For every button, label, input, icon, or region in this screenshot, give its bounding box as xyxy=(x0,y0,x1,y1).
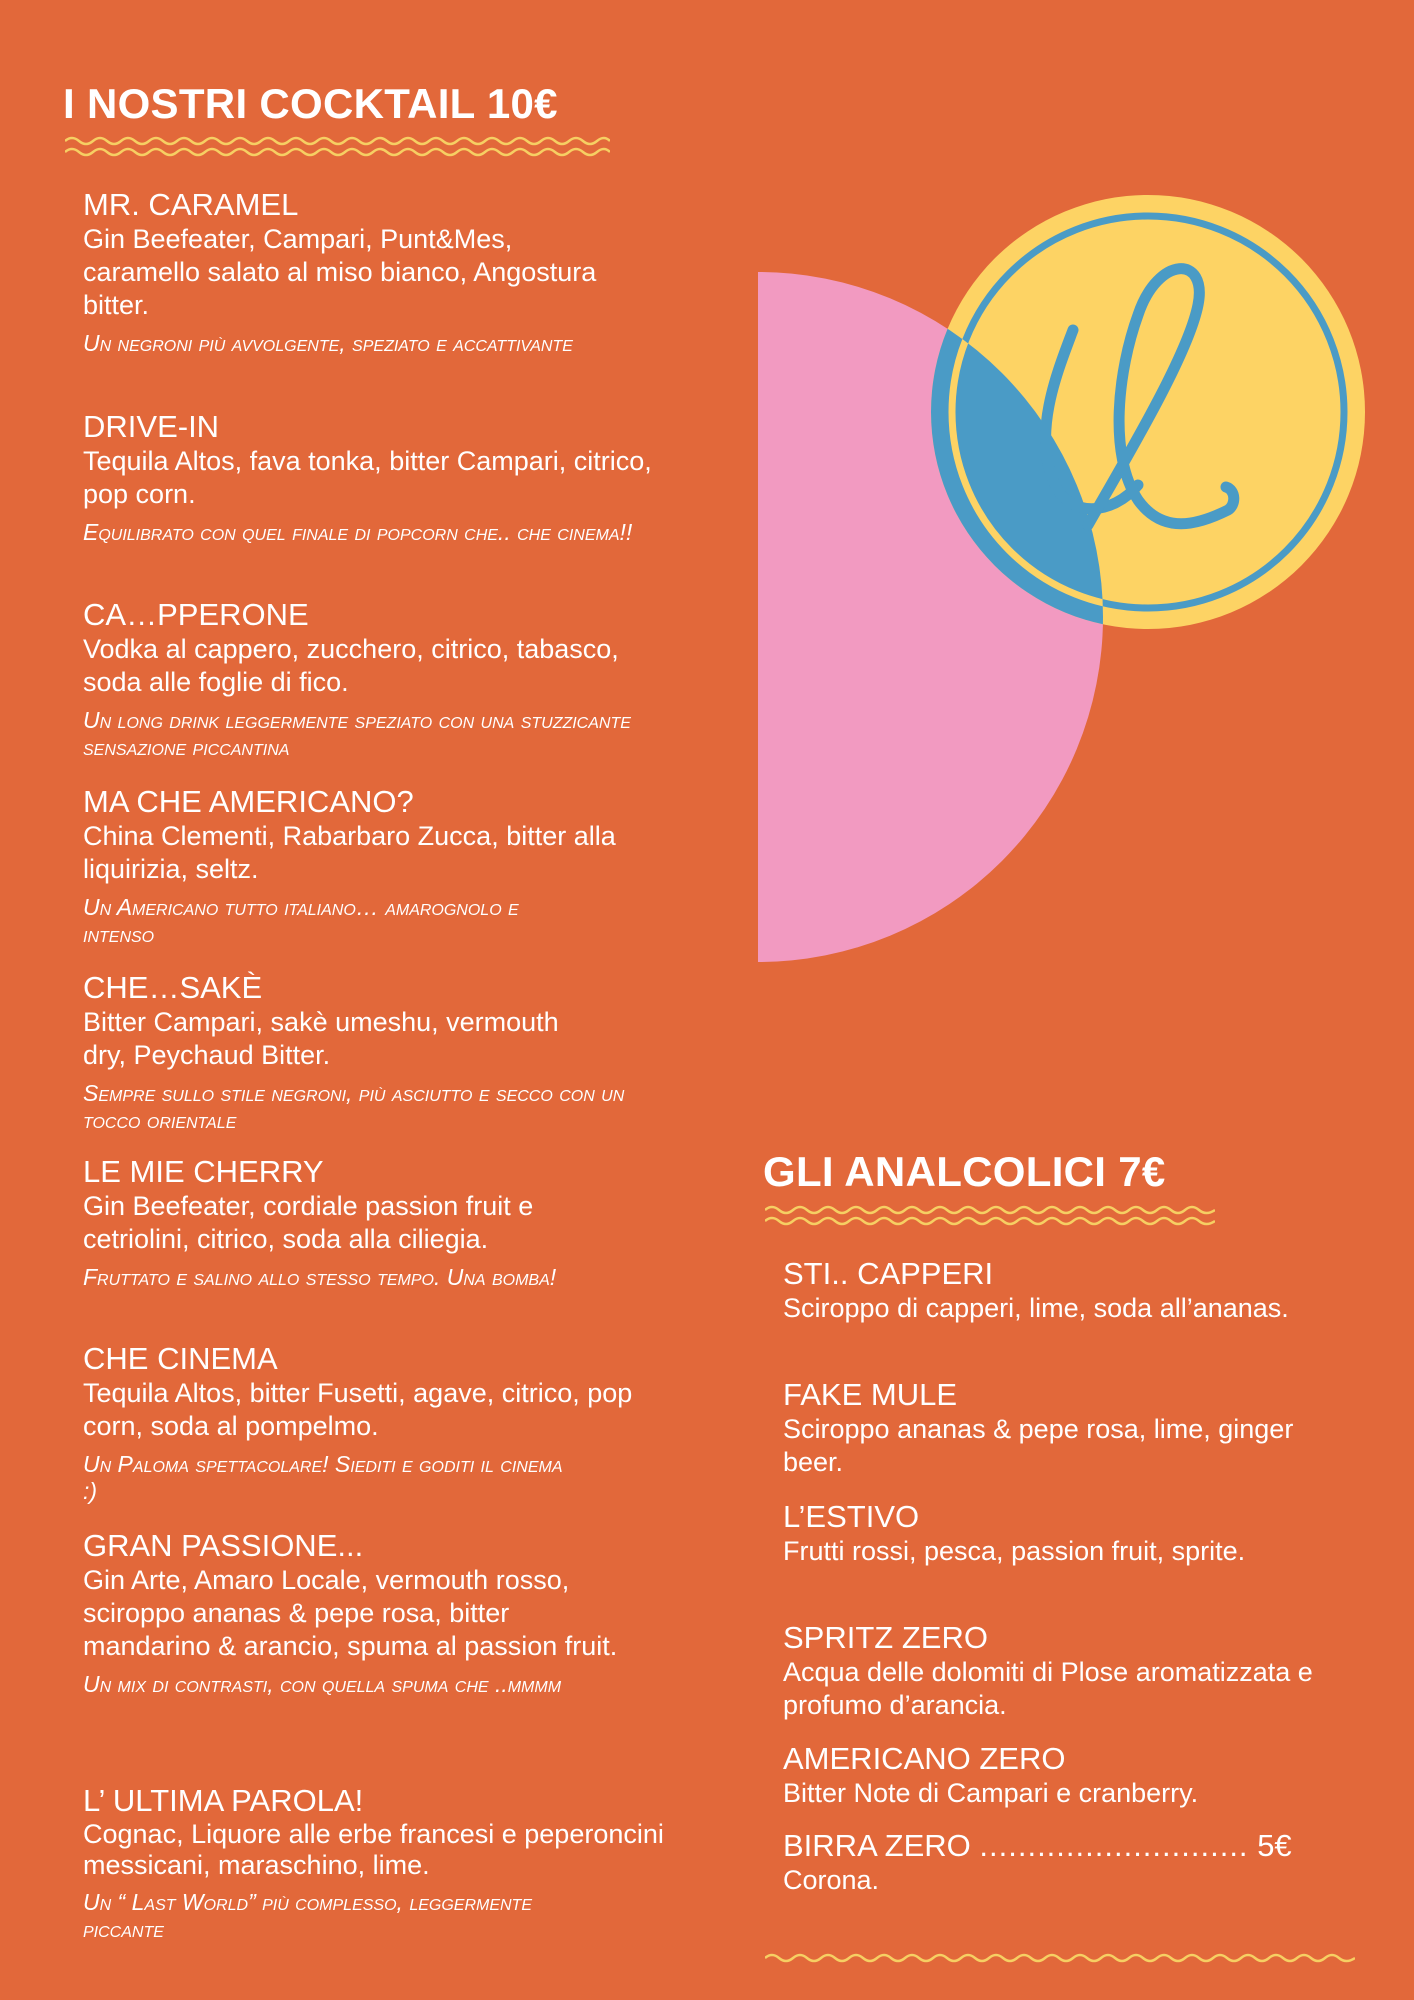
cocktail-description: Un Paloma spettacolare! Siediti e goditi il cinema :) xyxy=(83,1451,563,1504)
analcolico-item xyxy=(783,1828,1363,1897)
analcolico-ingredients: Sciroppo ananas & pepe rosa, lime, ginger beer. xyxy=(783,1414,1294,1477)
cocktail-ingredients: Gin Beefeater, cordiale passion fruit e cetriolini, citrico, soda alla ciliegia. xyxy=(83,1191,534,1254)
cocktail-description: Sempre sullo stile negroni, più asciutto e secco con un tocco orientale xyxy=(83,1080,625,1133)
cocktail-item xyxy=(83,187,683,357)
cocktail-description: Un long drink leggermente speziato con una stuzzicante sensazione piccantina xyxy=(83,707,631,760)
analcolico-name: STI.. CAPPERI xyxy=(783,1256,994,1291)
cocktail-name: DRIVE-IN xyxy=(83,409,220,444)
cocktail-item xyxy=(83,1783,683,1943)
analcolici-title-wave xyxy=(765,1204,1215,1228)
analcolico-name: AMERICANO ZERO xyxy=(783,1741,1066,1776)
cocktail-ingredients: Gin Beefeater, Campari, Punt&Mes, caramello salato al miso bianco, Angostura bitter. xyxy=(83,224,597,320)
analcolico-item xyxy=(783,1256,1343,1325)
cocktail-item xyxy=(83,1341,683,1505)
cocktail-ingredients: Vodka al cappero, zucchero, citrico, tabasco, soda alle foglie di fico. xyxy=(83,634,619,697)
cocktail-description: Un negroni più avvolgente, speziato e accattivante xyxy=(83,330,573,356)
analcolico-ingredients: Sciroppo di capperi, lime, soda all’ananas. xyxy=(783,1293,1289,1323)
analcolico-ingredients: Bitter Note di Campari e cranberry. xyxy=(783,1778,1199,1808)
analcolico-item xyxy=(783,1620,1343,1722)
analcolico-ingredients: Acqua delle dolomiti di Plose aromatizzata e profumo d’arancia. xyxy=(783,1657,1313,1720)
cocktail-ingredients: Gin Arte, Amaro Locale, vermouth rosso, sciroppo ananas & pepe rosa, bitter mandarino & arancio, spuma al passion fruit. xyxy=(83,1565,618,1661)
cocktail-name: CHE…SAKÈ xyxy=(83,970,263,1005)
cocktail-name: MR. CARAMEL xyxy=(83,187,299,222)
cocktail-name: MA CHE AMERICANO? xyxy=(83,784,414,819)
cocktails-title: I NOSTRI COCKTAIL 10€ xyxy=(63,80,558,127)
cocktail-ingredients: Tequila Altos, fava tonka, bitter Campari, citrico, pop corn. xyxy=(83,446,652,509)
cocktail-ingredients: Tequila Altos, bitter Fusetti, agave, citrico, pop corn, soda al pompelmo. xyxy=(83,1378,633,1441)
cocktail-description: Un Americano tutto italiano… amarognolo e intenso xyxy=(83,894,519,947)
price-leader-dots: ............................ xyxy=(979,1828,1249,1863)
cocktail-name: GRAN PASSIONE... xyxy=(83,1528,364,1563)
cocktail-name: CA…PPERONE xyxy=(83,597,309,632)
cocktail-item xyxy=(83,970,683,1134)
cocktail-description: Un mix di contrasti, con quella spuma che ..mmmm xyxy=(83,1671,562,1697)
analcolico-item xyxy=(783,1741,1343,1810)
cocktail-ingredients: China Clementi, Rabarbaro Zucca, bitter alla liquirizia, seltz. xyxy=(83,821,616,884)
analcolico-name: FAKE MULE xyxy=(783,1377,957,1412)
analcolico-ingredients: Corona. xyxy=(783,1865,880,1895)
cocktail-name: CHE CINEMA xyxy=(83,1341,278,1376)
cocktail-item xyxy=(83,1154,683,1291)
cocktail-description: Fruttato e salino allo stesso tempo. Una bomba! xyxy=(83,1264,557,1290)
cocktails-title-wave xyxy=(65,135,610,159)
analcolico-name: SPRITZ ZERO xyxy=(783,1620,988,1655)
analcolico-name: BIRRA ZERO xyxy=(783,1828,971,1863)
price-tag: 5€ xyxy=(1257,1828,1292,1863)
analcolico-name: L’ESTIVO xyxy=(783,1499,920,1534)
cocktail-name: LE MIE CHERRY xyxy=(83,1154,324,1189)
cocktail-name: L’ ULTIMA PAROLA! xyxy=(83,1783,364,1818)
analcolici-title: GLI ANALCOLICI 7€ xyxy=(763,1148,1166,1195)
cocktail-item xyxy=(83,784,683,948)
cocktail-ingredients: Cognac, Liquore alle erbe francesi e peperoncini messicani, maraschino, lime. xyxy=(83,1819,664,1880)
analcolico-item xyxy=(783,1377,1343,1479)
cocktail-item xyxy=(83,409,683,546)
analcolico-ingredients: Frutti rossi, pesca, passion fruit, sprite. xyxy=(783,1536,1246,1566)
cocktail-description: Equilibrato con quel finale di popcorn che.. che cinema!! xyxy=(83,519,633,545)
cocktail-item xyxy=(83,597,683,761)
cocktail-description: Un “ Last World” più complesso, leggermente piccante xyxy=(83,1889,533,1942)
analcolico-item xyxy=(783,1499,1343,1568)
logo-emblem xyxy=(758,195,1370,985)
cocktail-ingredients: Bitter Campari, sakè umeshu, vermouth dry, Peychaud Bitter. xyxy=(83,1007,559,1070)
analcolico-name-row xyxy=(783,1828,1363,1864)
bottom-wave xyxy=(765,1951,1355,1965)
cocktail-item xyxy=(83,1528,683,1698)
